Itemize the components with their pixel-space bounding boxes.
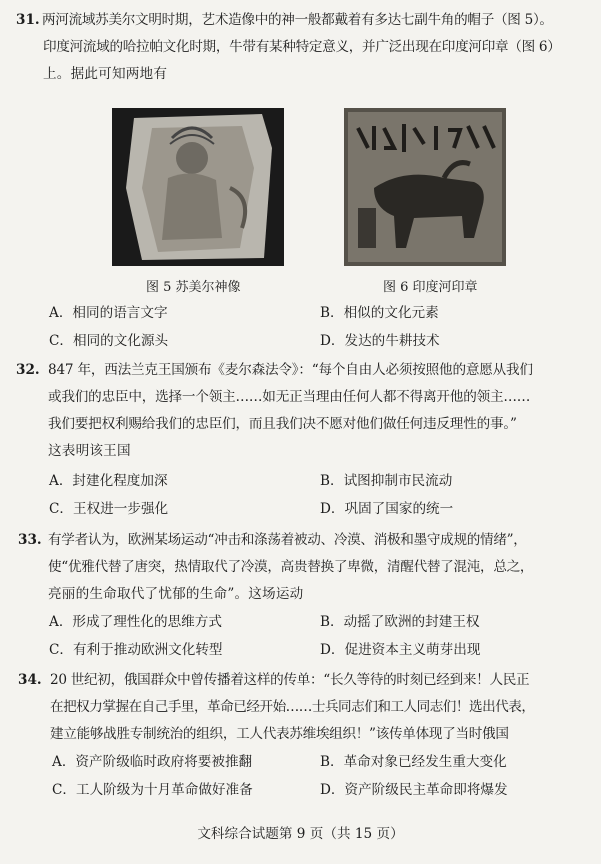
question-31-text-line: 上。据此可知两地有 [43,66,168,82]
question-32-option-a[interactable]: A．封建化程度加深 [49,473,168,489]
question-33-text-line: 有学者认为，欧洲某场运动“冲击和涤荡着被动、冷漠、消极和墨守成规的情绪”， [48,532,527,548]
question-34-text-line: 建立能够战胜专制统治的组织，工人代表苏维埃组织！”该传单体现了当时俄国 [50,726,509,742]
question-33-text-line: 亮丽的生命取代了忧郁的生命”。这场运动 [48,586,304,602]
question-34-option-a[interactable]: A．资产阶级临时政府将要被推翻 [52,754,253,770]
question-32-number: 32. [16,362,40,378]
question-33-option-c[interactable]: C．有利于推动欧洲文化转型 [49,642,223,658]
question-31-option-b[interactable]: B．相似的文化元素 [320,305,439,321]
question-33-text-line: 使“优雅代替了唐突，热情取代了冷漠，高贵替换了卑微，清醒代替了混沌，总之， [48,559,534,575]
question-34-text-line: 在把权力掌握在自己手里，革命已经开始……士兵同志们和工人同志们！选出代表， [50,699,535,715]
question-33-number: 33. [18,532,42,548]
question-34-option-c[interactable]: C．工人阶级为十月革命做好准备 [52,782,253,798]
figure-5-caption: 图 5 苏美尔神像 [146,280,241,295]
question-33-option-a[interactable]: A．形成了理性化的思维方式 [49,614,222,630]
question-31-number: 31. [16,12,40,28]
question-34-number: 34. [18,672,42,688]
figure-6-indus-seal-image [344,108,506,270]
question-34-option-d[interactable]: D．资产阶级民主革命即将爆发 [320,782,508,798]
question-32-text-line: 这表明该王国 [48,443,131,459]
figure-6-caption: 图 6 印度河印章 [383,280,478,295]
question-32-option-c[interactable]: C．王权进一步强化 [49,501,169,517]
page-footer: 文科综合试题第 9 页（共 15 页） [197,826,404,842]
question-34-text-line: 20 世纪初，俄国群众中曾传播着这样的传单：“长久等待的时刻已经到来！人民正 [50,672,530,688]
figure-5-sumerian-deity-image [112,108,284,270]
question-33-option-b[interactable]: B．动摇了欧洲的封建王权 [320,614,480,630]
question-32-text-line: 我们要把权利赐给我们的忠臣们，而且我们决不愿对他们做任何违反理性的事。” [48,416,517,432]
question-31-option-a[interactable]: A．相同的语言文字 [49,305,168,321]
question-32-text-line: 847 年，西法兰克王国颁布《麦尔森法令》：“每个自由人必须按照他的意愿从我们 [48,362,533,378]
question-31-text-line: 印度河流域的哈拉帕文化时期，牛带有某种特定意义，并广泛出现在印度河印章（图 6） [43,39,561,55]
question-32-option-d[interactable]: D．巩固了国家的统一 [320,501,454,517]
question-31-option-d[interactable]: D．发达的牛耕技术 [320,333,440,349]
question-32-option-b[interactable]: B．试图抑制市民流动 [320,473,453,489]
question-31-option-c[interactable]: C．相同的文化源头 [49,333,169,349]
question-32-text-line: 或我们的忠臣中，选择一个领主……如无正当理由任何人都不得离开他的领主…… [48,389,531,405]
question-31-text-line: 两河流域苏美尔文明时期，艺术造像中的神一般都戴着有多达七副牛角的帽子（图 5）。 [42,12,553,28]
question-33-option-d[interactable]: D．促进资本主义萌芽出现 [320,642,481,658]
question-34-option-b[interactable]: B．革命对象已经发生重大变化 [320,754,507,770]
